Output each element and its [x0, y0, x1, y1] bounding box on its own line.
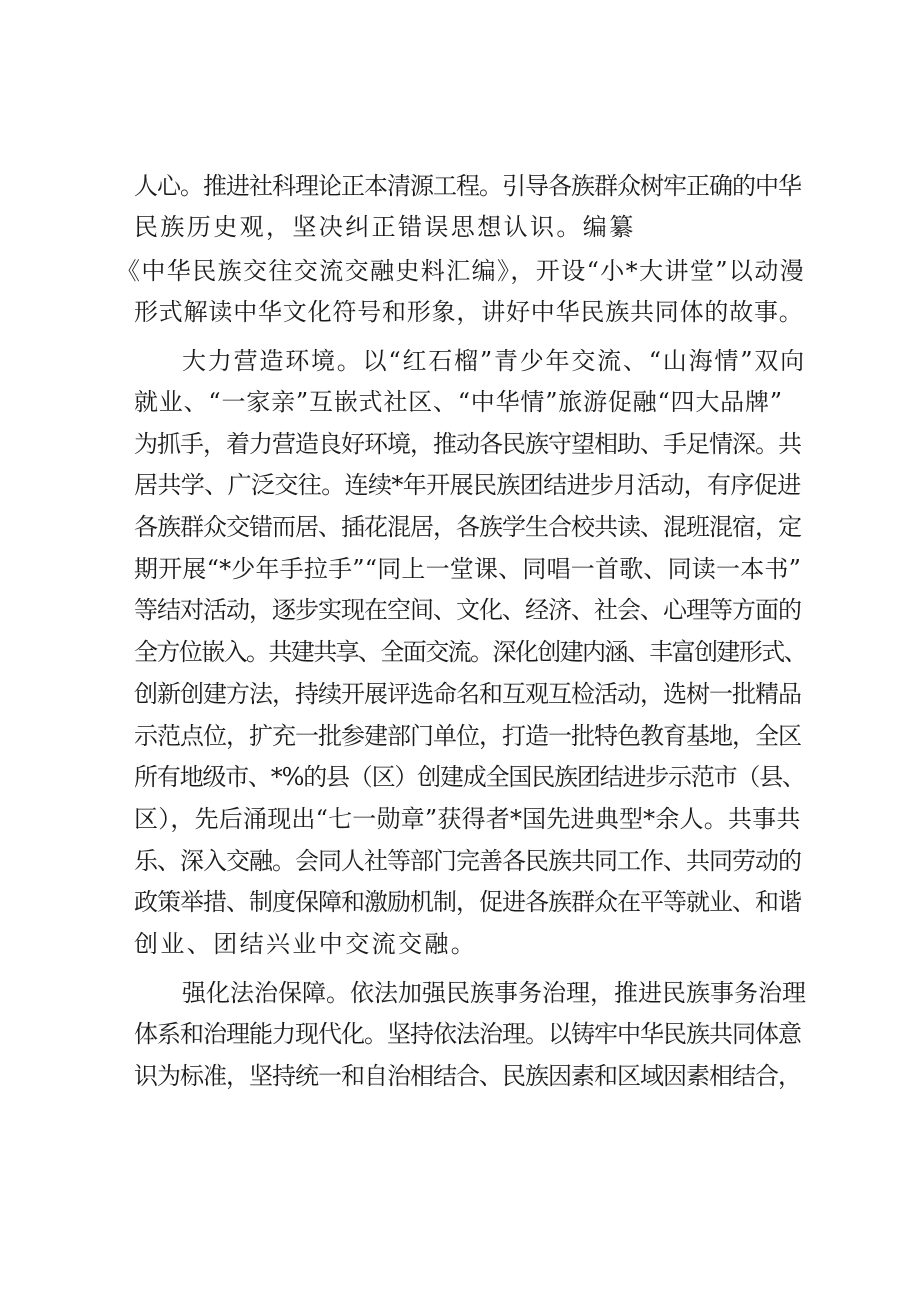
text-line: 政策举措、制度保障和激励机制，促进各族群众在平等就业、和谐	[134, 888, 801, 916]
text-line: 全方位嵌入。共建共享、全面交流。深化创建内涵、丰富创建形式、	[134, 638, 806, 666]
text-line: 识为标准，坚持统一和自治相结合、民族因素和区域因素相结合，	[134, 1062, 801, 1090]
text-line: 就业、“一家亲”互嵌式社区、“中华情”旅游促融“四大品牌”	[134, 388, 783, 416]
text-line: 为抓手，着力营造良好环境，推动各民族守望相助、手足情深。共	[134, 430, 801, 458]
text-line: 区），先后涌现出“七一勋章”获得者*国先进典型*余人。共事共	[134, 805, 801, 833]
paragraph-heading-line: 大力营造环境。以“红石榴”青少年交流、“山海情”双向	[182, 347, 806, 375]
text-line: 居共学、广泛交往。连续*年开展民族团结进步月活动，有序促进	[134, 471, 801, 499]
text-line: 形式解读中华文化符号和形象，讲好中华民族共同体的故事。	[134, 298, 804, 326]
text-line: 民族历史观，坚决纠正错误思想认识。编纂	[134, 213, 636, 241]
paragraph-heading-line: 强化法治保障。依法加强民族事务治理，推进民族事务治理	[182, 979, 806, 1007]
text-line: 人心。推进社科理论正本清源工程。引导各族群众树牢正确的中华	[134, 172, 801, 200]
text-line: 期开展“*少年手拉手”“同上一堂课、同唱一首歌、同读一本书”	[134, 555, 802, 583]
text-line: 体系和治理能力现代化。坚持依法治理。以铸牢中华民族共同体意	[134, 1020, 801, 1048]
text-line: 示范点位，扩充一批参建部门单位，打造一批特色教育基地，全区	[134, 722, 801, 750]
text-line: 创新创建方法，持续开展评选命名和互观互检活动，选树一批精品	[134, 680, 801, 708]
text-line: 等结对活动，逐步实现在空间、文化、经济、社会、心理等方面的	[134, 596, 801, 624]
text-line: 所有地级市、*%的县（区）创建成全国民族团结进步示范市（县、	[134, 763, 805, 791]
text-line: 乐、深入交融。会同人社等部门完善各民族共同工作、共同劳动的	[134, 847, 801, 875]
text-line: 《中华民族交往交流交融史料汇编》，开设“小*大讲堂”以动漫	[116, 257, 806, 285]
text-line: 创业、团结兴业中交流交融。	[134, 930, 478, 958]
text-line: 各族群众交错而居、插花混居，各族学生合校共读、混班混宿，定	[134, 513, 801, 541]
